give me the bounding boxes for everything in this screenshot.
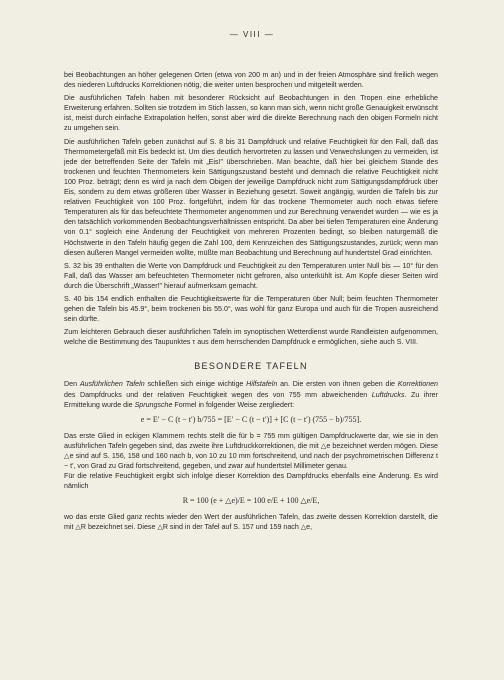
- formula-dampfdruck: e = E′ − C (t − t′) b/755 = [E′ − C (t − t′)] + [C (t − t′) (755 − b)/755].: [140, 414, 362, 424]
- text-run: an. Die ersten von ihnen geben die: [277, 380, 398, 389]
- text-run: des Dampfdrucks und der relativen Feuchtigkeit wegen des von 755 mm abweichenden: [64, 390, 372, 399]
- text-run: schließen sich einige wichtige: [144, 380, 247, 389]
- section-paragraph-2: Das erste Glied in eckigen Klammern rechts stellt die für b = 755 mm gültigen Dampfdruckwerte dar, wie sie in den ausführlichen Tafeln gegeben sind, das zweite ihre Luftdruckkorrektionen, die mit △e bezeichnet werden mögen. Diese △e sind auf S. 156, 158 und 160 nach b, von 10 zu 10 mm fortschreitend, und nach der psychrometrischen Differenz t − t′, von Grad zu Grad fortschreitend, gegeben, und zwar auf hundertstel Millimeter genau.: [64, 431, 438, 470]
- text-run: . Zu ihrer Ermittelung wurde die: [64, 390, 438, 409]
- emphasis-hilfstafeln: Hilfstafeln: [246, 380, 278, 389]
- section-title: BESONDERE TAFELN: [194, 361, 308, 372]
- emphasis-sprungsche: Sprungsche: [134, 400, 173, 409]
- text-run: Den: [64, 380, 80, 389]
- paragraph-6: Zum leichteren Gebrauch dieser ausführlichen Tafeln im synoptischen Wetterdienst wurde Randleisten aufgenommen, welche die Bestimmung des Taupunktes τ aus dem herrschenden Dampfdruck e ermöglichen, siehe auch S. VIII.: [64, 328, 438, 347]
- paragraph-4: S. 32 bis 39 enthalten die Werte von Dampfdruck und Feuchtigkeit zu den Temperaturen unter Null bis — 10° für den Fall, daß das Wasser am befeuchteten Thermometer nicht gefroren, also unterkühlt ist. Am Kopfe dieser Seiten wird durch die Überschrift „Wasser!" hierauf aufmerksam gemacht.: [64, 261, 438, 290]
- paragraph-5: S. 40 bis 154 endlich enthalten die Feuchtigkeitswerte für die Temperaturen über Null; beim feuchten Thermometer gehen die Tafeln bis 45.9°, beim trockenen bis 55.0°, was wohl für ganz Europa und auch für die Tropen ausreichend sein dürfte.: [64, 294, 438, 324]
- section-paragraph-1: [64, 379, 438, 409]
- emphasis-luftdrucks: Luftdrucks: [371, 390, 405, 399]
- page-body: [64, 70, 438, 532]
- paragraph-2: Die ausführlichen Tafeln haben mit besonderer Rücksicht auf Beobachtungen in den Tropen eine erhebliche Erweiterung erfahren. Sollten sie trotzdem im Stich lassen, so kann man sich, wenn nicht große Genauigkeit erwünscht ist, meist durch einfache Extrapolation helfen, sonst aber wird die direkte Berechnung nach den obigen Formeln nicht zu umgehen sein.: [64, 94, 438, 133]
- emphasis-korrektionen: Korrektionen: [397, 380, 439, 389]
- section-paragraph-3: Für die relative Feuchtigkeit ergibt sich infolge dieser Korrektion des Dampfdrucks ebenfalls eine Änderung. Es wird nämlich: [64, 472, 438, 491]
- paragraph-3: Die ausführlichen Tafeln geben zunächst auf S. 8 bis 31 Dampfdruck und relative Feuchtigkeit für den Fall, daß das Thermometergefäß mit Eis bedeckt ist. Um dies deutlich hervortreten zu lassen und Verwechslungen zu vermeiden, ist jede der betreffenden Seite der Tafeln mit „Eis!" überschrieben. Man beachte, daß hier bei gleichem Stande des trockenen und feuchten Thermometers kein Sättigungszustand besteht und demnach die relative Feuchtigkeit nicht 100 Proz. beträgt; denn es wird ja nach dem Obigen der jeweilige Dampfdruck nicht zum Sättigungsdampfdruck über Eis, sondern zu dem etwas größeren über Wasser in Beziehung gesetzt. Soweit angängig, wurden die Tafeln bis zur relativen Feuchtigkeit von 100 Proz. fortgeführt, indem für das trockene Thermometer auch noch etwas tiefere Temperaturen als für das befeuchtete Thermometer angenommen und zur Berechnung verwendet wurden — wie es ja den tatsächlich vorkommenden Beobachtungsverhältnissen entspricht. Da aber bei tiefen Temperaturen eine Änderung von 0.1° sogleich eine Änderung der Feuchtigkeit von mehreren Prozenten bedingt, so bleiben naturgemäß die Höchstwerte in den Tafeln häufig gegen die Zahl 100, dem Kennzeichen des Sättigungszustandes, zurück; wenn man diesen äußeren Mangel vermeiden wollte, müßte man Beobachtung und Berechnung auf hundertstel Grad einrichten.: [64, 137, 438, 257]
- paragraph-1: bei Beobachtungen an höher gelegenen Orten (etwa von 200 m an) und in der freien Atmosphäre sind freilich wegen des niederen Luftdrucks Korrektionen nötig, die weiter unten besprochen und mitgeteilt werden.: [64, 71, 438, 90]
- page-number: — VIII —: [229, 30, 275, 39]
- emphasis-ausfuehrliche-tafeln: Ausführlichen Tafeln: [79, 380, 145, 389]
- section-paragraph-4: wo das erste Glied ganz rechts wieder den Wert der ausführlichen Tafeln, das zweite dessen Korrektion darstellt, die mit △R bezeichnet sei. Diese △R sind in der Tafel auf S. 157 und 159 nach △e,: [64, 513, 438, 532]
- text-run: Formel in folgender Weise zergliedert:: [172, 400, 295, 409]
- formula-relative-feuchtigkeit: R = 100 (e + △e)/E = 100 e/E + 100 △e/E,: [182, 496, 320, 506]
